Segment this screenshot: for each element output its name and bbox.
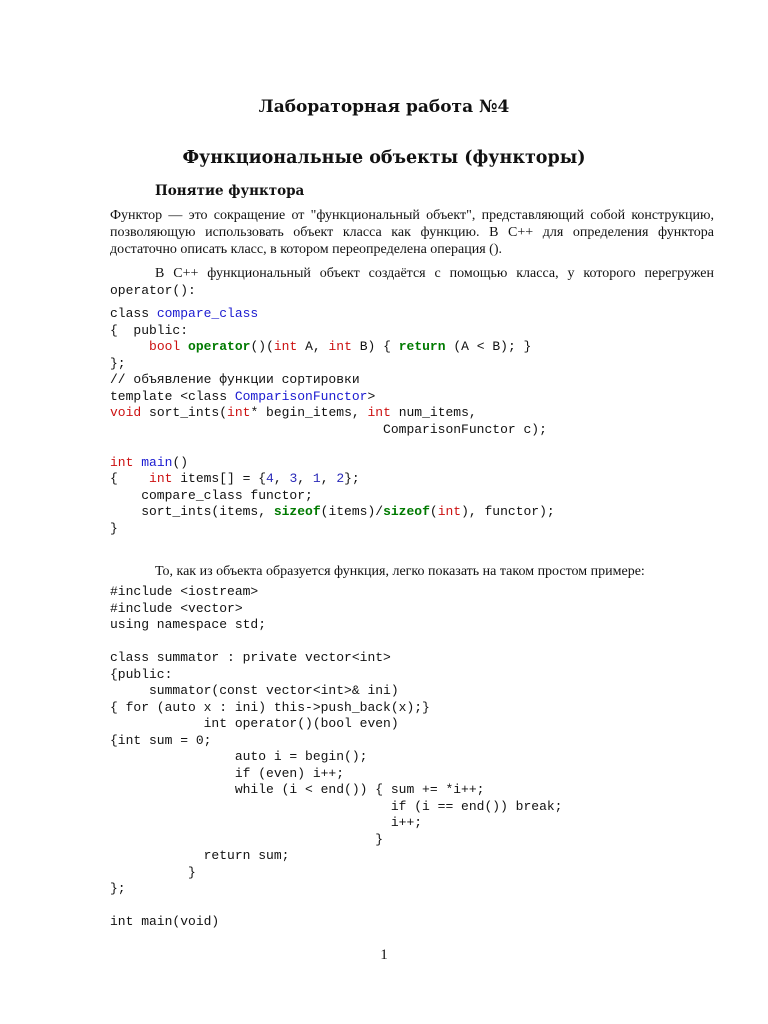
code-line <box>110 733 211 748</box>
code-token <box>180 339 188 354</box>
code-token: , <box>320 471 337 486</box>
code-token: int <box>149 471 173 486</box>
code-line <box>110 488 313 503</box>
code-token: () <box>172 454 189 470</box>
code-line <box>110 799 562 814</box>
code-token: operator <box>188 339 251 354</box>
code-line <box>110 422 547 437</box>
code-token: num_items, <box>390 405 477 420</box>
code-token: class summator : private vector<int> <box>110 650 391 665</box>
code-token: ComparisonFunctor <box>234 388 368 404</box>
code-line <box>110 405 477 420</box>
code-line <box>110 914 219 929</box>
code-token: int <box>328 339 352 354</box>
code-token: compare_class functor; <box>110 487 313 503</box>
code-line <box>110 815 422 830</box>
code-token: int <box>227 405 251 420</box>
code-token: { for (auto x : ini) this->push_back(x);} <box>110 699 430 715</box>
code-token: while (i < end()) { sum += *i++; <box>110 782 485 797</box>
code-line <box>110 881 126 896</box>
code-token: #include <vector> <box>110 600 243 616</box>
code-token: items[] = { <box>172 471 267 486</box>
code-token: compare_class <box>156 306 259 321</box>
code-line <box>110 700 430 715</box>
code-token: sizeof <box>273 504 321 519</box>
code-line <box>110 471 360 486</box>
code-line <box>110 848 289 863</box>
code-token: } <box>110 831 384 847</box>
code-line <box>110 601 243 616</box>
code-line <box>110 650 391 665</box>
code-token: auto i = begin(); <box>110 749 368 764</box>
code-token: int operator()(bool even) <box>110 716 399 731</box>
code-line <box>110 667 172 682</box>
code-line <box>110 504 555 519</box>
code-token: sort_ints(items, <box>110 504 274 519</box>
code-line <box>110 306 258 321</box>
code-token: sort_ints( <box>141 405 228 420</box>
code-line <box>110 323 188 338</box>
code-line <box>110 584 258 599</box>
code-token: 1 <box>312 471 321 486</box>
code-token: * begin_items, <box>250 405 368 420</box>
code-token: 2 <box>336 471 345 486</box>
code-token: ( <box>429 504 438 519</box>
code-token: bool <box>149 339 181 354</box>
code-token: void <box>110 405 142 420</box>
code-token: }; <box>344 471 360 486</box>
code-line <box>110 716 399 731</box>
page-number: 1 <box>380 947 388 963</box>
code-line <box>110 389 375 404</box>
code-token: int <box>110 454 134 470</box>
code-token: } <box>110 520 118 536</box>
code-token: sizeof <box>383 504 430 519</box>
code-token: i++; <box>110 815 423 830</box>
code-token: class <box>110 306 157 321</box>
inline-code-operator: operator(): <box>110 283 196 299</box>
code-token: // объявление функции сортировки <box>110 372 360 387</box>
code-line <box>110 683 399 698</box>
code-token: if (i == end()) break; <box>110 798 563 814</box>
code-token: { <box>110 471 150 486</box>
section-heading: Понятие функтора <box>155 183 305 199</box>
code-line <box>110 749 367 764</box>
code-token: , <box>297 471 313 486</box>
code-token: {int sum = 0; <box>110 732 212 748</box>
code-token: }; <box>110 881 126 896</box>
code-block-compare-class <box>110 306 555 537</box>
code-line <box>110 339 531 354</box>
code-line <box>110 766 344 781</box>
code-token: (A < B); } <box>445 339 532 354</box>
code-line <box>110 455 188 470</box>
paragraph-functor-cpp <box>110 265 714 299</box>
code-line <box>110 521 118 536</box>
code-token: summator(const vector<int>& ini) <box>110 683 399 698</box>
code-token: 4 <box>266 471 274 486</box>
code-token: , <box>273 471 290 486</box>
paragraph-text: В C++ функциональный объект создаётся с помощью класса, у которого перегружен <box>155 266 714 281</box>
code-token: {public: <box>110 666 173 682</box>
code-line <box>110 356 126 371</box>
code-token: { public: <box>110 322 189 338</box>
code-token: return <box>398 339 446 354</box>
code-token: } <box>110 864 196 880</box>
code-token: A, <box>297 339 329 354</box>
code-token: #include <iostream> <box>110 584 259 599</box>
code-token: using namespace std; <box>110 617 267 632</box>
lab-title: Лабораторная работа №4 <box>258 97 510 117</box>
code-token: ()( <box>250 339 274 354</box>
code-token: int <box>367 405 391 420</box>
code-line <box>110 865 196 880</box>
code-line <box>110 832 383 847</box>
code-token: int main(void) <box>110 914 220 929</box>
code-token: ), functor); <box>461 504 555 519</box>
code-line <box>110 372 360 387</box>
code-token: B) { <box>351 339 399 354</box>
code-token: main <box>141 454 173 470</box>
code-token: int <box>273 339 298 354</box>
code-token <box>110 339 149 354</box>
code-token: if (even) i++; <box>110 765 345 781</box>
code-token: return sum; <box>110 848 290 863</box>
paragraph-example-intro: То, как из объекта образуется функция, легко показать на таком простом примере: <box>155 564 645 579</box>
code-line <box>110 617 266 632</box>
code-token: int <box>437 504 462 519</box>
code-token: (items)/ <box>320 504 384 519</box>
code-token: }; <box>110 355 126 371</box>
code-line <box>110 782 484 797</box>
code-token: > <box>367 388 376 404</box>
code-token: template <class <box>110 388 235 404</box>
topic-title: Функциональные объекты (функторы) <box>182 148 586 168</box>
code-token: ComparisonFunctor c); <box>110 421 547 437</box>
paragraph-functor-definition: Функтор — это сокращение от "функциональный объект", представляющий собой конструкцию, позволяющую использовать объект класса как функцию. В C++ для определения функтора достаточно описать класс, в котором переопределена операция (). <box>110 208 714 258</box>
code-token: 3 <box>289 471 298 486</box>
code-block-summator <box>110 584 562 931</box>
